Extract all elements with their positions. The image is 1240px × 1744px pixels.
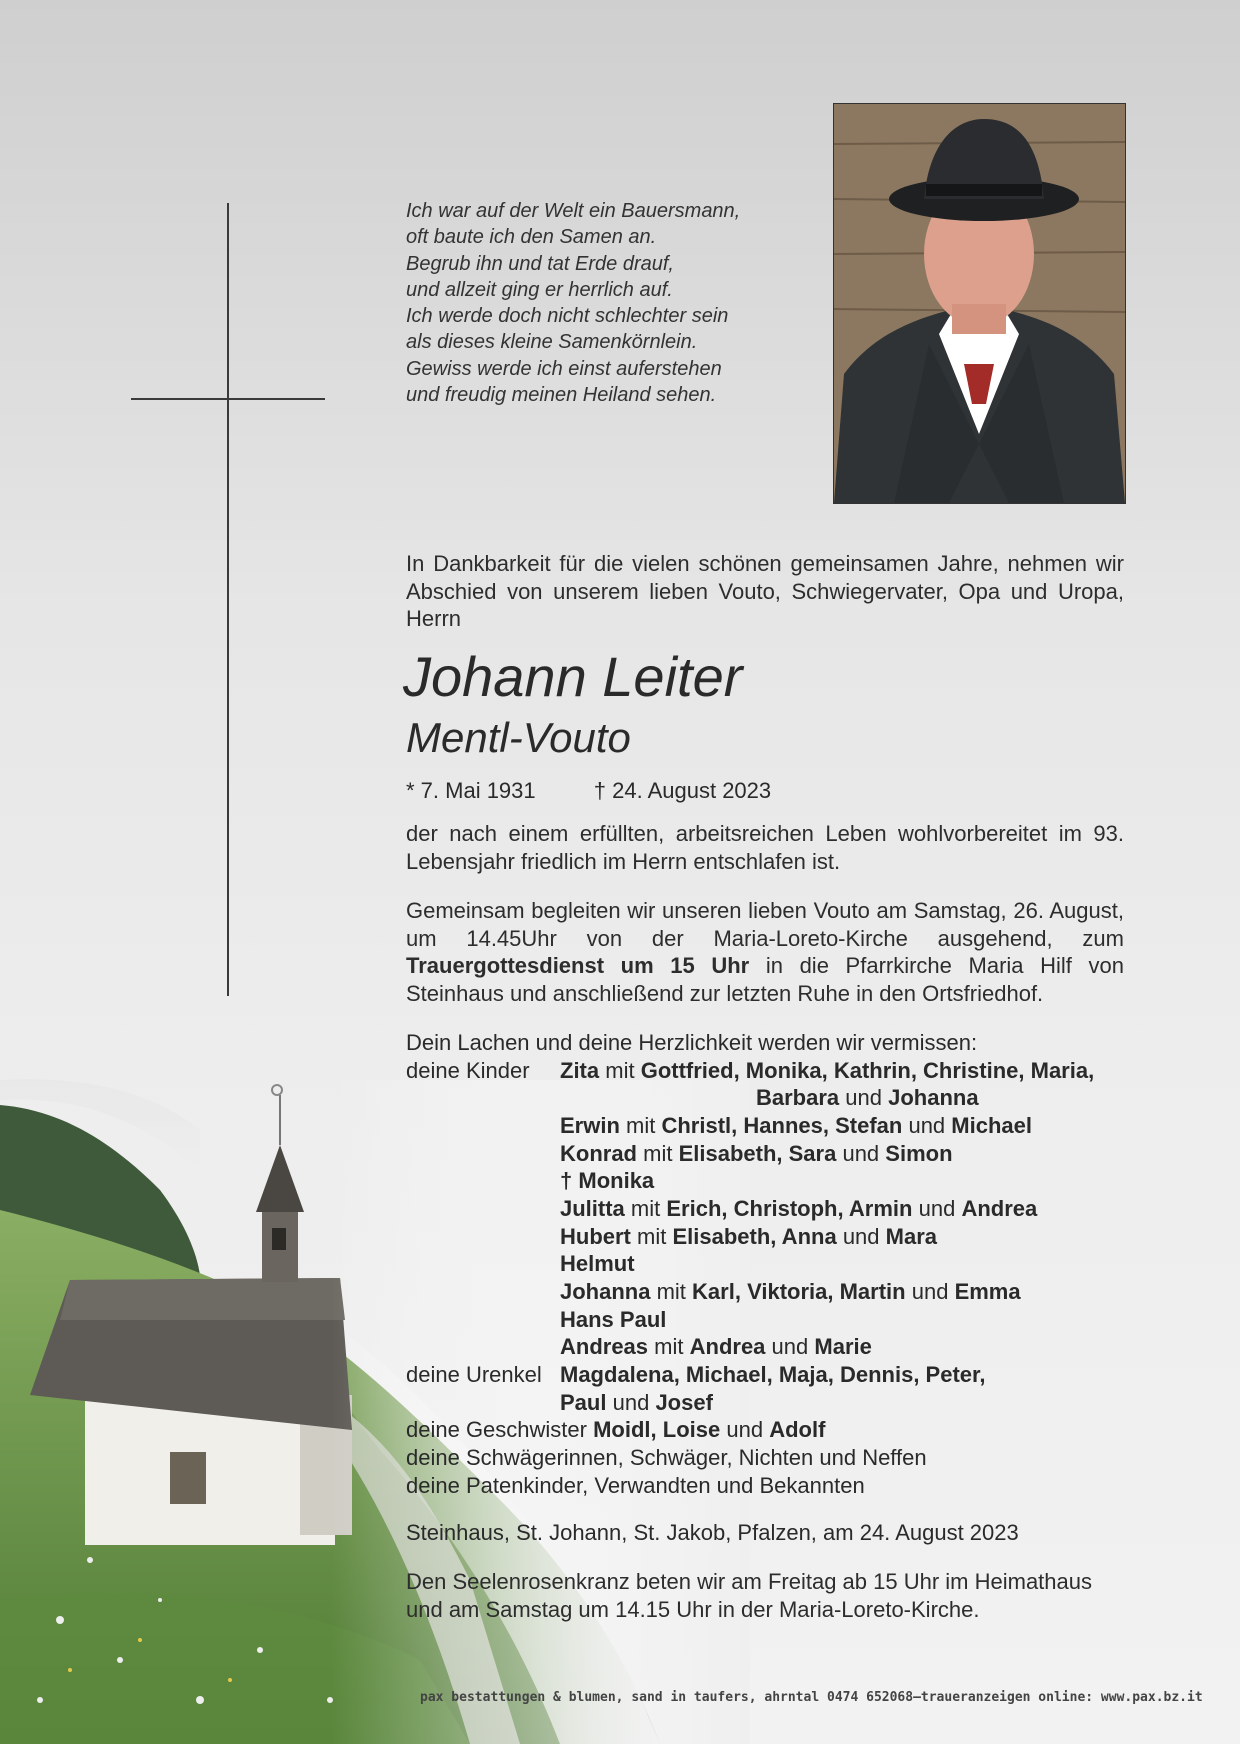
poem-line: oft baute ich den Samen an. (406, 226, 657, 249)
funeral-service-time: Trauergottesdienst um 15 Uhr (406, 953, 750, 978)
in-laws-line: deine Schwägerinnen, Schwäger, Nichten und Neffen (406, 1445, 927, 1470)
great-grandchildren-label: deine Urenkel (406, 1362, 542, 1387)
passage-text: der nach einem erfüllten, arbeitsreichen Leben wohlvorbereitet im 93. Lebensjahr friedlich im Herrn entschlafen ist. (406, 821, 1124, 874)
family-entry-cont: Barbara und Johanna (756, 1085, 979, 1110)
funeral-text-part: Gemeinsam begleiten wir unseren lieben Vouto am Samstag, 26. August, um 14.45Uhr von der Maria-Loreto-Kirche ausgehend, zum (406, 898, 1124, 951)
poem-line: und allzeit ging er herrlich auf. (406, 278, 673, 301)
deceased-nickname: Mentl-Vouto (406, 714, 631, 761)
cross-horizontal-line (131, 398, 325, 400)
funeral-text-part: in die Pfarrkirche Maria Hilf von Steinhaus und anschließend zur letzten Ruhe in den Ortsfriedhof. (406, 953, 1124, 1006)
poem-line: Gewiss werde ich einst auferstehen (406, 357, 722, 380)
footer-credit: pax bestattungen & blumen, sand in taufers, ahrntal 0474 652068–traueranzeigen online: www.pax.bz.it (420, 1690, 1203, 1705)
family-entry: Konrad mit Elisabeth, Sara und Simon (560, 1141, 953, 1166)
cross-vertical-line (227, 203, 229, 996)
family-entry: Paul und Josef (560, 1390, 713, 1415)
poem (406, 198, 806, 408)
siblings-entry: deine Geschwister Moidl, Loise und Adolf (406, 1417, 826, 1442)
birth-date: * 7. Mai 1931 (406, 778, 536, 803)
family-entry: Johanna mit Karl, Viktoria, Martin und Emma (560, 1279, 1021, 1304)
portrait-photo (833, 103, 1126, 504)
children-label: deine Kinder (406, 1058, 530, 1083)
poem-line: Ich werde doch nicht schlechter sein (406, 305, 729, 328)
intro-text: In Dankbarkeit für die vielen schönen gemeinsamen Jahre, nehmen wir Abschied von unserem lieben Vouto, Schwiegervater, Opa und Uropa, Herrn (406, 551, 1124, 631)
life-dates (406, 777, 771, 805)
family-entry: Helmut (560, 1251, 635, 1276)
miss-line: Dein Lachen und deine Herzlichkeit werden wir vermissen: (406, 1030, 978, 1055)
rosary-text: Den Seelenrosenkranz beten wir am Freitag ab 15 Uhr im Heimathaus und am Samstag um 14.15 Uhr in der Maria-Loreto-Kirche. (406, 1569, 1092, 1622)
poem-line: Begrub ihn und tat Erde drauf, (406, 252, 674, 275)
death-date: † 24. August 2023 (593, 778, 772, 803)
family-entry: Julitta mit Erich, Christoph, Armin und Andrea (560, 1196, 1038, 1221)
poem-line: Ich war auf der Welt ein Bauersmann, (406, 200, 741, 222)
family-entry: † Monika (560, 1168, 655, 1193)
family-entry: Erwin mit Christl, Hannes, Stefan und Michael (560, 1113, 1032, 1138)
family-entry: Magdalena, Michael, Maja, Dennis, Peter, (560, 1362, 986, 1387)
place-date: Steinhaus, St. Johann, St. Jakob, Pfalzen, am 24. August 2023 (406, 1520, 1019, 1545)
family-entry: Hans Paul (560, 1307, 667, 1332)
poem-line: als dieses kleine Samenkörnlein. (406, 331, 698, 354)
others-line: deine Patenkinder, Verwandten und Bekannten (406, 1473, 865, 1498)
funeral-text (406, 897, 1124, 1007)
family-entry: Hubert mit Elisabeth, Anna und Mara (560, 1224, 938, 1249)
family-entry: Andreas mit Andrea und Marie (560, 1334, 872, 1359)
poem-line: und freudig meinen Heiland sehen. (406, 384, 717, 407)
family-entry: Zita mit Gottfried, Monika, Kathrin, Christine, Maria, (560, 1058, 1095, 1083)
deceased-name: Johann Leiter (403, 645, 743, 708)
